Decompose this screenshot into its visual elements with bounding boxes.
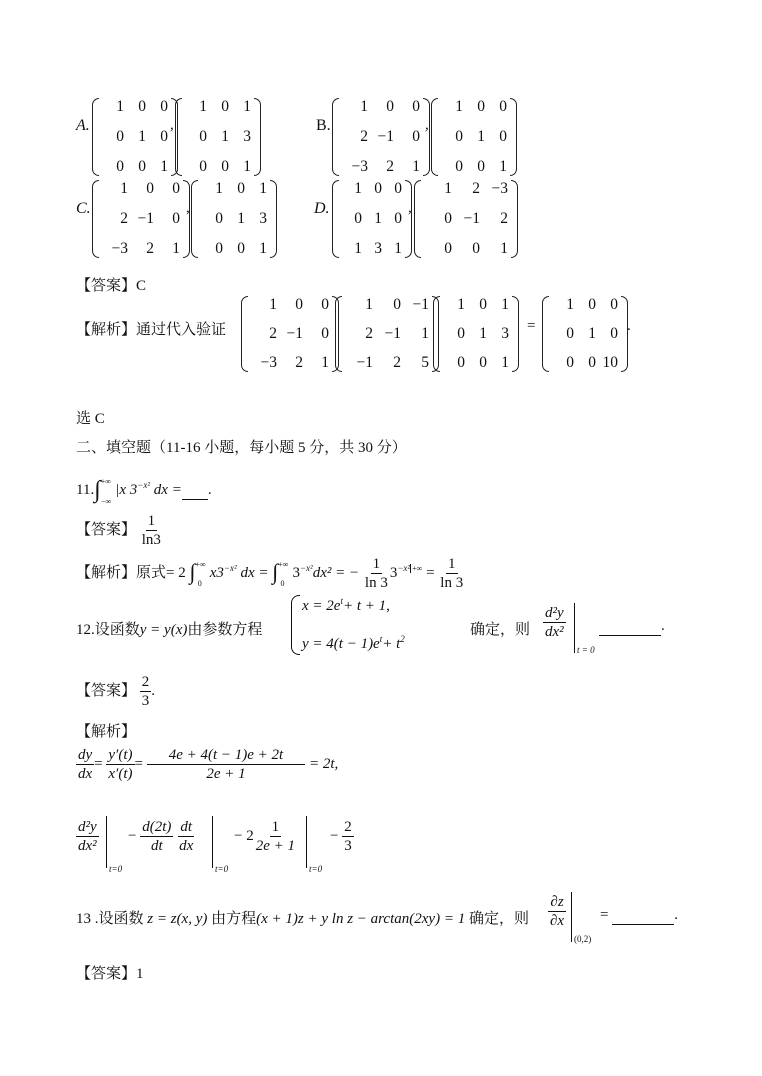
matrix-entry: 1 [360, 98, 368, 115]
option-d-label: D. [314, 200, 330, 217]
q12-answer: 【答案】 $\frac{2}{3}$ . [76, 674, 156, 709]
option-c-matrix-1 [92, 180, 190, 258]
matrix-entry: 1 [215, 180, 223, 197]
q12-derivative: $\frac{\text{d²y}}{\text{dx²}}$ [545, 605, 564, 640]
q12-analysis-line-1: $\frac{dy}{dx}$ = $\frac{y'(t)}{x'(t)}$ = $\frac{4e + 4(t - 1)e + 2t}{2e + 1}$ = 2t, [78, 747, 339, 782]
matrix-entry: 3 [259, 210, 267, 227]
system-brace [291, 595, 300, 655]
matrix-entry: 2 [360, 128, 368, 145]
q13-partial: $\frac{\partial z}{\partial x}$ [550, 894, 565, 929]
option-c-matrix-2 [191, 180, 277, 258]
matrix-entry: −1 [137, 210, 154, 227]
q12-analysis-label: 【解析】 [76, 724, 137, 740]
matrix-entry: 0 [499, 128, 507, 145]
matrix-entry: 1 [477, 128, 485, 145]
matrix-entry: 2 [269, 325, 277, 342]
matrix-entry: 5 [421, 354, 429, 371]
matrix-entry: 0 [221, 158, 229, 175]
option-b-matrix-1 [332, 98, 430, 176]
matrix-entry: 0 [394, 180, 402, 197]
option-a-matrix-2 [175, 98, 261, 176]
matrix-entry: 2 [295, 354, 303, 371]
matrix-entry: −1 [356, 354, 373, 371]
matrix-entry: 0 [457, 354, 465, 371]
matrix-entry: −3 [351, 158, 368, 175]
matrix-entry: 10 [602, 354, 618, 371]
matrix-entry: 1 [354, 240, 362, 257]
matrix-entry: 0 [479, 296, 487, 313]
verify-matrix-result [542, 296, 628, 372]
matrix-entry: 1 [421, 325, 429, 342]
matrix-entry: 1 [501, 354, 509, 371]
matrix-entry: 0 [172, 210, 180, 227]
matrix-entry: 0 [321, 325, 329, 342]
option-a-label: A. [76, 117, 90, 134]
matrix-entry: −3 [491, 180, 508, 197]
matrix-entry: 0 [588, 296, 596, 313]
section-heading: 二、填空题（11-16 小题，每小题 5 分，共 30 分） [76, 440, 407, 456]
matrix-entry: 0 [566, 325, 574, 342]
matrix-entry: 3 [374, 240, 382, 257]
matrix-entry: 2 [386, 158, 394, 175]
matrix-entry: 2 [500, 210, 508, 227]
matrix-entry: 2 [146, 240, 154, 257]
matrix-entry: −1 [463, 210, 480, 227]
matrix-entry: 1 [120, 180, 128, 197]
matrix-entry: 1 [243, 98, 251, 115]
matrix-entry: 1 [566, 296, 574, 313]
q13-answer: 【答案】1 [76, 966, 144, 982]
matrix-entry: 1 [457, 296, 465, 313]
matrix-entry: 2 [393, 354, 401, 371]
option-b-label: B. [316, 117, 331, 134]
matrix-entry: 1 [243, 158, 251, 175]
q13-question: 13 .设函数 z = z(x, y) 由方程(x + 1)z + y ln z − arctan(2xy) = 1 确定，则 [76, 911, 529, 927]
matrix-entry: 0 [138, 158, 146, 175]
matrix-entry: −1 [412, 296, 429, 313]
matrix-entry: 0 [610, 296, 618, 313]
matrix-entry: 1 [116, 98, 124, 115]
matrix-entry: 1 [499, 158, 507, 175]
matrix-entry: −1 [286, 325, 303, 342]
matrix-entry: 3 [501, 325, 509, 342]
matrix-entry: 0 [477, 98, 485, 115]
matrix-entry: 0 [610, 325, 618, 342]
matrix-entry: 0 [237, 240, 245, 257]
matrix-entry: 0 [444, 210, 452, 227]
matrix-entry: 3 [243, 128, 251, 145]
matrix-entry: 0 [116, 128, 124, 145]
matrix-entry: 0 [412, 128, 420, 145]
matrix-entry: 0 [160, 128, 168, 145]
q12-question-end: 确定，则 [470, 622, 531, 638]
matrix-entry: 1 [160, 158, 168, 175]
matrix-entry: 0 [295, 296, 303, 313]
matrix-entry: 0 [386, 98, 394, 115]
matrix-entry: 1 [365, 296, 373, 313]
matrix-entry: 0 [472, 240, 480, 257]
matrix-entry: 1 [269, 296, 277, 313]
matrix-entry: 1 [259, 180, 267, 197]
verify-matrix-1 [241, 296, 339, 372]
matrix-entry: 0 [455, 128, 463, 145]
option-a-matrix-1 [92, 98, 178, 176]
matrix-entry: 1 [199, 98, 207, 115]
matrix-entry: 0 [138, 98, 146, 115]
matrix-entry: −1 [377, 128, 394, 145]
option-c-label: C. [76, 200, 91, 217]
param-eq-y: $y = 4(t - 1)e^t+ t^2$ [302, 634, 405, 652]
q11-answer: 【答案】 $\frac{1}{\ln 3}$ [76, 513, 161, 548]
q12-question-start: 12.设函数y = y(x)由参数方程 [76, 622, 263, 638]
matrix-entry: 1 [237, 210, 245, 227]
matrix-entry: 0 [479, 354, 487, 371]
matrix-entry: 1 [412, 158, 420, 175]
matrix-entry: 0 [237, 180, 245, 197]
matrix-entry: 2 [120, 210, 128, 227]
matrix-entry: −1 [384, 325, 401, 342]
matrix-entry: 1 [500, 240, 508, 257]
q11-analysis: 【解析】原式= 2 $\int^{+\infty}_0x3^{-x^2}$ dx = $\int^{+\infty}_03^{-x^2}dx^2$ = − $\frac{1}{\ln 3}$ $3^{-x^2}$ +∞ = $\frac{1}{\ln 3}$ [76, 556, 464, 591]
matrix-entry: 1 [588, 325, 596, 342]
matrix-entry: 0 [354, 210, 362, 227]
matrix-entry: 0 [499, 98, 507, 115]
matrix-entry: 2 [472, 180, 480, 197]
matrix-entry: 0 [566, 354, 574, 371]
q10-answer: 【答案】C [76, 278, 147, 294]
matrix-entry: 0 [215, 210, 223, 227]
matrix-entry: 0 [393, 296, 401, 313]
matrix-entry: 1 [321, 354, 329, 371]
matrix-entry: 0 [412, 98, 420, 115]
q11-question: $11.\int^{+\infty}_{-\infty}|x$ $3^{-x^2}$ dx = . [76, 477, 212, 506]
matrix-entry: 1 [479, 325, 487, 342]
matrix-entry: 1 [259, 240, 267, 257]
option-d-matrix-1 [332, 180, 412, 258]
matrix-entry: 0 [199, 128, 207, 145]
matrix-entry: 0 [455, 158, 463, 175]
option-b-matrix-2 [431, 98, 517, 176]
matrix-entry: −3 [111, 240, 128, 257]
matrix-entry: 0 [215, 240, 223, 257]
matrix-entry: 0 [457, 325, 465, 342]
matrix-entry: 0 [146, 180, 154, 197]
matrix-entry: −3 [260, 354, 277, 371]
matrix-entry: 1 [354, 180, 362, 197]
matrix-entry: 1 [374, 210, 382, 227]
matrix-entry: 0 [444, 240, 452, 257]
matrix-entry: 1 [394, 240, 402, 257]
matrix-entry: 1 [172, 240, 180, 257]
matrix-entry: 1 [221, 128, 229, 145]
q10-conclusion: 选 C [76, 411, 105, 427]
matrix-entry: 0 [394, 210, 402, 227]
matrix-entry: 1 [444, 180, 452, 197]
matrix-entry: 0 [374, 180, 382, 197]
matrix-entry: 0 [172, 180, 180, 197]
param-eq-x: $x = 2e^t+ t + 1$, [302, 596, 390, 614]
option-d-matrix-2 [414, 180, 518, 258]
matrix-entry: 1 [138, 128, 146, 145]
verify-matrix-3 [433, 296, 519, 372]
matrix-entry: 0 [199, 158, 207, 175]
matrix-entry: 0 [588, 354, 596, 371]
q10-analysis-label: 【解析】通过代入验证 [76, 322, 227, 338]
q12-analysis-line-2: $\frac{\text{d²y}}{\text{dx²}}$ [78, 819, 97, 854]
matrix-entry: 0 [160, 98, 168, 115]
matrix-entry: 0 [221, 98, 229, 115]
matrix-entry: 1 [455, 98, 463, 115]
matrix-entry: 0 [477, 158, 485, 175]
matrix-entry: 2 [365, 325, 373, 342]
matrix-entry: 0 [321, 296, 329, 313]
verify-matrix-2 [335, 296, 439, 372]
matrix-entry: 1 [501, 296, 509, 313]
matrix-entry: 0 [116, 158, 124, 175]
